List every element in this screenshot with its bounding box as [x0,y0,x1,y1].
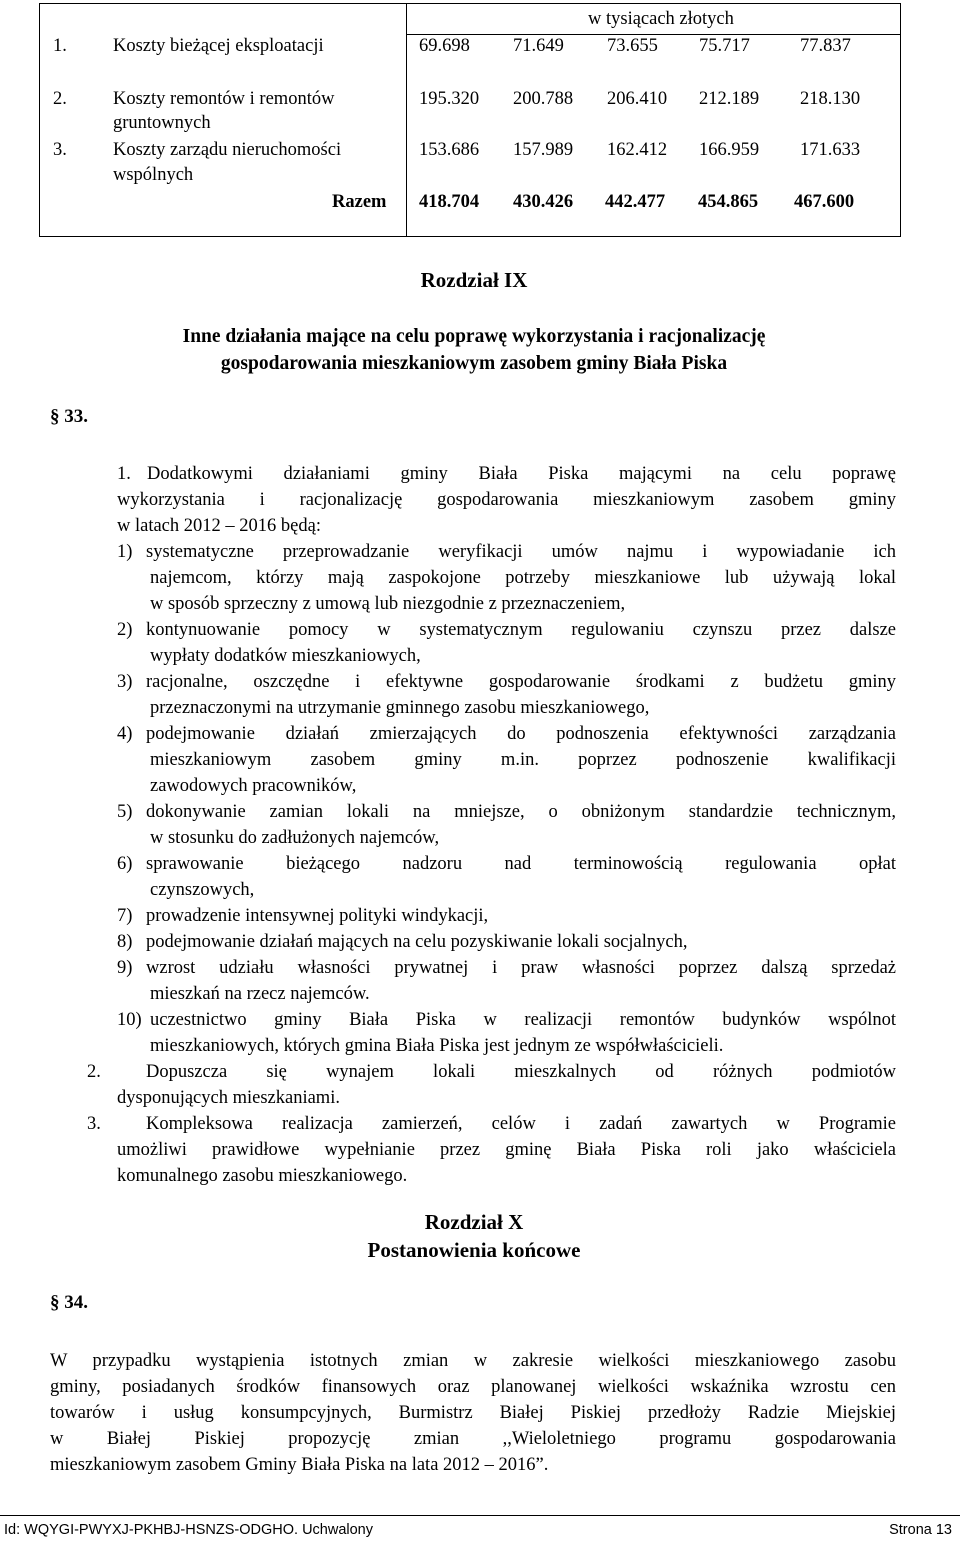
paragraph-heading [50,406,88,428]
page-number: Strona 13 [889,1522,952,1538]
item-number: 10) [117,1010,142,1030]
section-sign-icon: § [50,406,60,427]
value-cell: 218.130 [800,89,861,109]
item-line: kontynuowanie pomocy w systematycznym regulowaniu czynszu przez dalsze [146,620,896,640]
document-id: Id: WQYGI-PWYXJ-PKHBJ-HSNZS-ODGHO. Uchwalony [4,1522,373,1538]
item-line: podejmowanie działań zmierzających do podnoszenia efektywności zarządzania [146,724,896,744]
chapter-subtitle: gospodarowania mieszkaniowym zasobem gminy Biała Piska [220,353,728,374]
item-line: wypłaty dodatków mieszkaniowych, [150,646,421,666]
item-line: najemcom, którzy mają zaspokojone potrzeby mieszkaniowe lub używają lokal [150,568,896,588]
row-label: gruntownych [113,113,211,133]
point-line: Kompleksowa realizacja zamierzeń, celów i zadań zawartych w Programie [146,1114,896,1134]
row-number: 3. [53,140,67,160]
value-cell: 75.717 [699,36,750,56]
item-line: sprawowanie bieżącego nadzoru nad terminowością regulowania opłat [146,854,896,874]
chapter-title: Rozdział X [424,1210,524,1234]
point-line: dysponujących mieszkaniami. [117,1088,340,1108]
item-line: zawodowych pracowników, [150,776,357,796]
item-number: 7) [117,906,133,926]
item-line: dokonywanie zamian lokali na mniejsze, o obniżonym standardzie technicznym, [146,802,896,822]
item-number: 1) [117,542,133,562]
total-value: 442.477 [605,192,666,212]
item-number: 9) [117,958,133,978]
chapter-subtitle: Postanowienia końcowe [367,1238,581,1262]
closing-line: w Białej Piskiej propozycję zmian ,,Wieloletniego programu gospodarowania [50,1429,896,1449]
item-line: przeznaczonymi na utrzymanie gminnego zasobu mieszkaniowego, [150,698,650,718]
total-value: 430.426 [513,192,574,212]
item-line: w sposób sprzeczny z umową lub niezgodnie z przeznaczeniem, [150,594,626,614]
item-line: podejmowanie działań mających na celu pozyskiwanie lokali socjalnych, [146,932,688,952]
item-line: w stosunku do zadłużonych najemców, [150,828,440,848]
item-number: 8) [117,932,133,952]
closing-line: towarów i usług konsumpcyjnych, Burmistrz Białej Piskiej przedłoży Radzie Miejskiej [50,1403,896,1423]
row-label: Koszty remontów i remontów [113,89,335,109]
value-cell: 200.788 [513,89,574,109]
closing-line: W przypadku wystąpienia istotnych zmian w zakresie wielkości mieszkaniowego zasobu [50,1351,896,1371]
item-line: prowadzenie intensywnej polityki windykacji, [146,906,489,926]
intro-line: w latach 2012 – 2016 będą: [117,516,321,536]
value-cell: 171.633 [800,140,861,160]
item-number: 6) [117,854,133,874]
table-divider [406,4,407,236]
cost-table [39,3,901,237]
paragraph-number: 33. [64,406,88,427]
item-line: mieszkaniowym zasobem gminy m.in. poprzez podnoszenie kwalifikacji [150,750,896,770]
row-label: Koszty bieżącej eksploatacji [113,36,324,56]
item-line: systematyczne przeprowadzanie weryfikacji umów najmu i wypowiadanie ich [146,542,896,562]
value-cell: 77.837 [800,36,851,56]
point-line: umożliwi prawidłowe wypełnianie przez gminę Biała Piska roli jako właściciela [117,1140,896,1160]
value-cell: 206.410 [607,89,668,109]
paragraph-heading [50,1292,88,1314]
item-number: 3) [117,672,133,692]
item-line: racjonalne, oszczędne i efektywne gospodarowanie środkami z budżetu gminy [146,672,896,692]
value-cell: 157.989 [513,140,574,160]
item-line: czynszowych, [150,880,255,900]
closing-line: mieszkaniowym zasobem Gminy Biała Piska na lata 2012 – 2016”. [50,1455,549,1475]
value-cell: 73.655 [607,36,658,56]
item-line: uczestnictwo gminy Biała Piska w realizacji remontów budynków wspólnot [150,1010,896,1030]
value-cell: 162.412 [607,140,668,160]
value-cell: 166.959 [699,140,760,160]
section-sign-icon: § [50,1292,60,1313]
value-cell: 195.320 [419,89,480,109]
chapter-subtitle: Inne działania mające na celu poprawę wykorzystania i racjonalizację [182,326,766,347]
paragraph-number: 34. [64,1292,88,1313]
item-number: 2) [117,620,133,640]
value-cell: 69.698 [419,36,470,56]
value-cell: 153.686 [419,140,480,160]
point-number: 2. [87,1062,101,1082]
unit-header: w tysiącach złotych [588,9,734,29]
point-number: 3. [87,1114,101,1134]
total-value: 418.704 [419,192,480,212]
item-line: wzrost udziału własności prywatnej i praw własności poprzez dalszą sprzedaż [146,958,896,978]
chapter-title: Rozdział IX [420,268,528,292]
total-value: 467.600 [794,192,855,212]
closing-line: gminy, posiadanych środków finansowych oraz planowanej wielkości wskaźnika wzrostu cen [50,1377,896,1397]
point-line: komunalnego zasobu mieszkaniowego. [117,1166,408,1186]
item-line: mieszkań na rzecz najemców. [150,984,370,1004]
point-line: Dopuszcza się wynajem lokali mieszkalnych od różnych podmiotów [146,1062,896,1082]
row-number: 1. [53,36,67,56]
footer-divider [0,1515,960,1516]
intro-line: Dodatkowymi działaniami gminy Biała Piska mającymi na celu poprawę [147,464,896,484]
total-label: Razem [332,192,387,212]
row-number: 2. [53,89,67,109]
total-value: 454.865 [698,192,759,212]
item-number: 4) [117,724,133,744]
intro-line: wykorzystania i racjonalizację gospodarowania mieszkaniowym zasobem gminy [117,490,896,510]
item-line: mieszkaniowych, których gmina Biała Piska jest jednym ze współwłaścicieli. [150,1036,724,1056]
value-cell: 71.649 [513,36,564,56]
item-number: 5) [117,802,133,822]
row-label: Koszty zarządu nieruchomości [113,140,342,160]
point-number: 1. [117,464,131,484]
value-cell: 212.189 [699,89,760,109]
row-label: wspólnych [113,165,194,185]
